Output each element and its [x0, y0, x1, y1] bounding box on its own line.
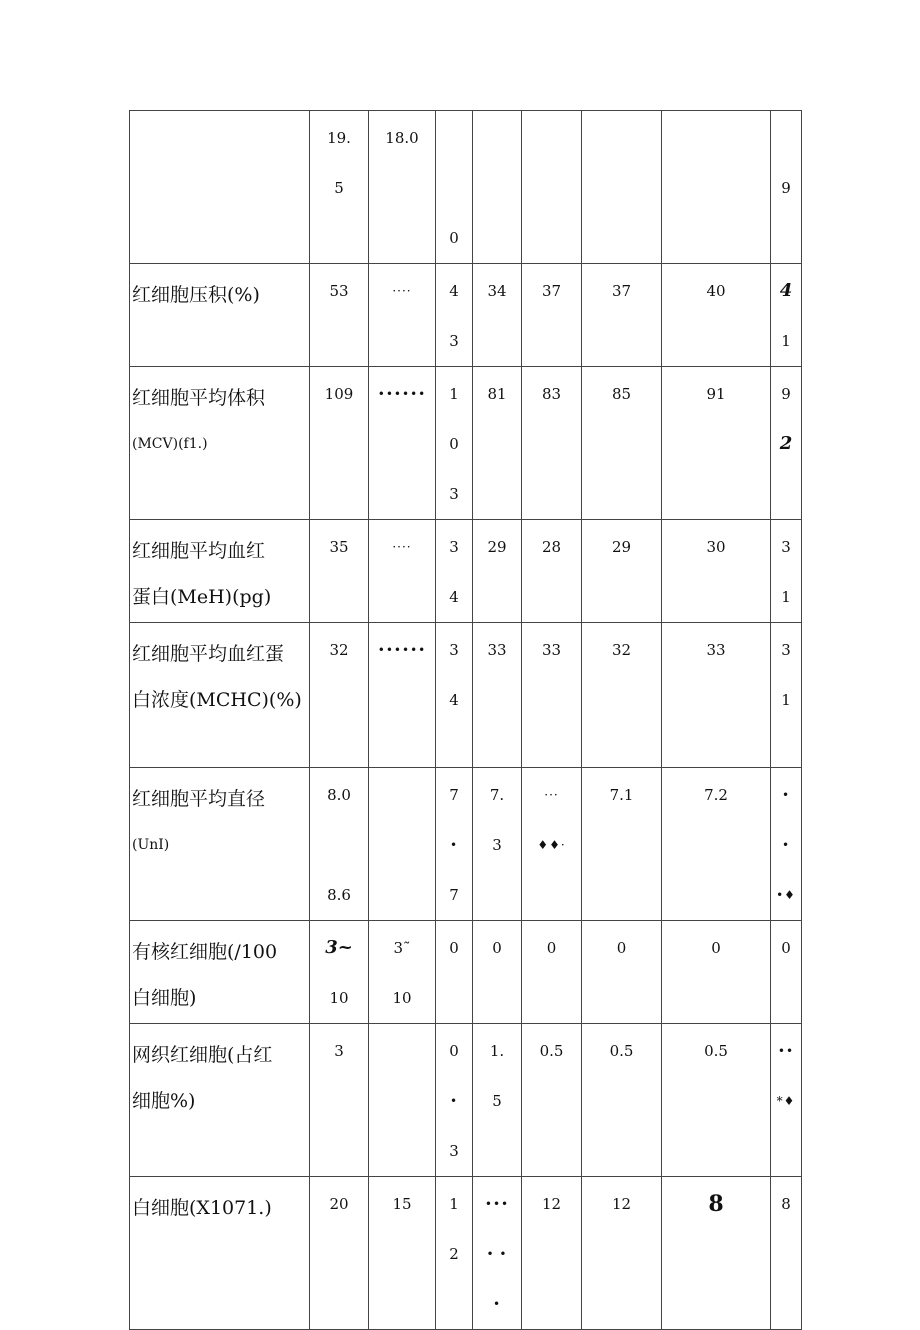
value-cell-v3	[436, 1177, 473, 1330]
value-cell-v1	[310, 1024, 369, 1177]
value-line: 3	[781, 538, 791, 556]
value-line: 34	[487, 282, 507, 300]
value-line: ••	[777, 1044, 795, 1058]
value-line	[473, 113, 521, 163]
value-line: 0	[449, 1042, 459, 1060]
value-line	[522, 113, 581, 163]
value-cell-v8	[771, 768, 802, 921]
value-cell-v5	[522, 768, 582, 921]
value-line: 3	[449, 485, 459, 503]
value-cell-v8	[771, 111, 802, 264]
value-cell-v2	[369, 111, 436, 264]
value-line	[662, 113, 770, 163]
value-line	[436, 113, 472, 163]
value-cell-v1	[310, 367, 369, 520]
value-cell-v8	[771, 264, 802, 367]
value-cell-v7	[662, 921, 771, 1024]
row-label-unit: (UnI)	[132, 837, 170, 853]
value-line	[436, 163, 472, 213]
value-line: 9	[781, 179, 791, 197]
value-cell-v6	[582, 520, 662, 623]
value-cell-v1	[310, 264, 369, 367]
value-cell-v4	[473, 623, 522, 768]
value-cell-v3	[436, 264, 473, 367]
value-line: 1	[449, 1195, 459, 1213]
value-line	[771, 113, 801, 163]
value-cell-v1	[310, 921, 369, 1024]
value-cell-v7	[662, 264, 771, 367]
value-cell-v1	[310, 623, 369, 768]
value-cell-v8	[771, 921, 802, 1024]
value-line: •	[449, 1094, 459, 1108]
value-cell-v3	[436, 367, 473, 520]
value-cell-v2	[369, 921, 436, 1024]
value-line: 0.5	[704, 1042, 728, 1060]
value-line: 5	[492, 1092, 502, 1110]
value-cell-v7	[662, 367, 771, 520]
value-cell-v3	[436, 768, 473, 921]
value-cell-v2	[369, 623, 436, 768]
row-label-cell	[130, 768, 310, 921]
value-line: 8	[708, 1191, 724, 1217]
value-line: 3	[492, 836, 502, 854]
value-line	[369, 770, 435, 820]
value-cell-v6	[582, 1177, 662, 1330]
value-cell-v8	[771, 367, 802, 520]
value-cell-v7	[662, 768, 771, 921]
row-label: 网织红细胞(占红	[132, 1044, 273, 1066]
value-cell-v1	[310, 520, 369, 623]
value-line: 0	[449, 229, 459, 247]
value-cell-v2	[369, 768, 436, 921]
value-cell-v6	[582, 1024, 662, 1177]
value-line: 0	[546, 939, 557, 957]
value-cell-v5	[522, 367, 582, 520]
value-cell-v5	[522, 264, 582, 367]
row-label-cell	[130, 520, 310, 623]
value-line: 28	[541, 538, 562, 556]
value-line: 7	[449, 786, 459, 804]
value-line: 8.6	[327, 886, 351, 904]
value-line: 20	[329, 1195, 349, 1213]
value-line: 3	[449, 332, 459, 350]
value-cell-v4	[473, 520, 522, 623]
value-line: 9	[781, 385, 791, 403]
value-cell-v2	[369, 520, 436, 623]
value-line: 0.5	[539, 1042, 564, 1060]
value-line: 0	[781, 939, 791, 957]
value-line: 3	[449, 538, 459, 556]
value-line: •♦	[776, 888, 796, 902]
value-line: 33	[541, 641, 562, 659]
value-line: *♦	[776, 1094, 796, 1108]
table-row	[130, 367, 802, 520]
value-line: 0	[449, 435, 459, 453]
blood-values-table	[129, 110, 802, 1330]
value-line: 10	[329, 989, 349, 1007]
value-line: 4	[449, 282, 459, 300]
row-label-cell	[130, 1177, 310, 1330]
table-row	[130, 921, 802, 1024]
value-line: ····	[392, 540, 412, 554]
row-label-cell	[130, 111, 310, 264]
value-line: 1.	[489, 1042, 505, 1060]
value-line: 4	[449, 588, 459, 606]
value-cell-v3	[436, 520, 473, 623]
value-line: ♦♦·	[537, 838, 566, 852]
value-line	[310, 820, 368, 870]
value-line: 33	[487, 641, 507, 659]
row-label-unit: 细胞%)	[132, 1090, 196, 1112]
value-line: 0	[711, 939, 721, 957]
value-line: 10	[392, 989, 412, 1007]
value-cell-v3	[436, 1024, 473, 1177]
value-cell-v2	[369, 1177, 436, 1330]
value-line: ···	[544, 788, 559, 802]
value-line: 12	[611, 1195, 632, 1213]
row-label: 红细胞平均血红蛋	[132, 643, 285, 665]
row-label: 红细胞平均体积	[132, 387, 266, 409]
value-line: 3~	[325, 937, 353, 958]
value-line: 30	[706, 538, 726, 556]
value-line: • •	[486, 1247, 508, 1261]
value-cell-v1	[310, 768, 369, 921]
value-line: 53	[329, 282, 349, 300]
value-line: 18.0	[385, 129, 419, 147]
value-cell-v4	[473, 367, 522, 520]
value-cell-v5	[522, 1177, 582, 1330]
value-cell-v1	[310, 111, 369, 264]
value-line: 2	[779, 433, 793, 454]
value-cell-v6	[582, 623, 662, 768]
value-cell-v4	[473, 1177, 522, 1330]
value-line: 32	[611, 641, 632, 659]
row-label-unit: (MCV)(f1.)	[132, 436, 208, 452]
row-label: 白细胞(X1071.)	[132, 1197, 272, 1219]
value-cell-v4	[473, 768, 522, 921]
row-label: 红细胞压积(%)	[132, 284, 260, 306]
value-line: 85	[611, 385, 632, 403]
value-line: •••	[484, 1197, 510, 1211]
value-line: 81	[487, 385, 507, 403]
row-label-unit: 白浓度(MCHC)(%)	[132, 689, 302, 711]
value-cell-v8	[771, 1177, 802, 1330]
table-row	[130, 1177, 802, 1330]
value-line: ····	[392, 284, 412, 298]
table-row	[130, 111, 802, 264]
value-cell-v2	[369, 264, 436, 367]
value-cell-v3	[436, 921, 473, 1024]
value-line: 7	[449, 886, 459, 904]
value-line: 15	[392, 1195, 412, 1213]
value-line: •	[781, 788, 791, 802]
value-line: 109	[324, 385, 354, 403]
value-line: 4	[779, 280, 793, 301]
value-line: 1	[449, 385, 459, 403]
value-cell-v5	[522, 520, 582, 623]
row-label: 有核红细胞(/100	[132, 941, 278, 963]
value-line: 0	[449, 939, 459, 957]
table-row	[130, 264, 802, 367]
value-line	[369, 1026, 435, 1076]
value-cell-v4	[473, 1024, 522, 1177]
value-line: 33	[706, 641, 726, 659]
value-line: 2	[449, 1245, 459, 1263]
row-label-unit: 白细胞)	[132, 987, 197, 1009]
value-cell-v7	[662, 1177, 771, 1330]
value-cell-v6	[582, 111, 662, 264]
value-cell-v4	[473, 921, 522, 1024]
value-line: 3	[781, 641, 791, 659]
value-line: 37	[541, 282, 562, 300]
value-line: 1	[781, 588, 791, 606]
table-row	[130, 623, 802, 768]
value-line: •	[781, 838, 791, 852]
value-cell-v3	[436, 111, 473, 264]
row-label-unit: 蛋白(MeH)(pg)	[132, 586, 272, 608]
value-cell-v4	[473, 264, 522, 367]
value-cell-v8	[771, 623, 802, 768]
value-line: 8.0	[327, 786, 351, 804]
value-cell-v1	[310, 1177, 369, 1330]
value-line: 5	[334, 179, 344, 197]
value-cell-v7	[662, 520, 771, 623]
value-line: 91	[706, 385, 726, 403]
value-cell-v5	[522, 1024, 582, 1177]
value-cell-v5	[522, 921, 582, 1024]
table-row	[130, 520, 802, 623]
value-cell-v7	[662, 1024, 771, 1177]
value-cell-v2	[369, 367, 436, 520]
value-cell-v5	[522, 623, 582, 768]
value-cell-v6	[582, 264, 662, 367]
value-line: 40	[706, 282, 726, 300]
value-line: 0	[616, 939, 627, 957]
value-line: 32	[329, 641, 349, 659]
row-label-cell	[130, 623, 310, 768]
value-line	[582, 113, 661, 163]
value-line: 3	[449, 641, 459, 659]
value-cell-v2	[369, 1024, 436, 1177]
value-line: •	[492, 1297, 502, 1311]
value-cell-v6	[582, 921, 662, 1024]
value-line: ••••••	[377, 643, 427, 657]
value-line: 7.2	[704, 786, 728, 804]
value-line: 8	[781, 1195, 791, 1213]
row-label: 红细胞平均直径	[132, 788, 266, 810]
value-line: 29	[487, 538, 507, 556]
value-line: 29	[611, 538, 632, 556]
value-line: 3	[334, 1042, 344, 1060]
table-row	[130, 1024, 802, 1177]
value-cell-v5	[522, 111, 582, 264]
value-cell-v4	[473, 111, 522, 264]
value-line: 7.	[489, 786, 505, 804]
table-row	[130, 768, 802, 921]
value-cell-v8	[771, 1024, 802, 1177]
value-line: ••••••	[377, 387, 427, 401]
row-label: 红细胞平均血红	[132, 540, 266, 562]
value-line: 0	[492, 939, 502, 957]
value-cell-v7	[662, 623, 771, 768]
value-cell-v3	[436, 623, 473, 768]
value-line: 12	[541, 1195, 562, 1213]
row-label-cell	[130, 921, 310, 1024]
value-line: 7.1	[609, 786, 634, 804]
value-line: 4	[449, 691, 459, 709]
value-line: 37	[611, 282, 632, 300]
value-line: 3˜	[393, 939, 411, 957]
value-line: 1	[781, 332, 791, 350]
value-line: 0.5	[609, 1042, 634, 1060]
value-cell-v6	[582, 768, 662, 921]
row-label-cell	[130, 264, 310, 367]
value-cell-v7	[662, 111, 771, 264]
value-line: 1	[781, 691, 791, 709]
value-line: •	[449, 838, 459, 852]
value-cell-v8	[771, 520, 802, 623]
value-line: 19.	[327, 129, 351, 147]
value-line: 3	[449, 1142, 459, 1160]
row-label-cell	[130, 1024, 310, 1177]
value-line: 35	[329, 538, 349, 556]
value-cell-v6	[582, 367, 662, 520]
value-line: 83	[541, 385, 562, 403]
row-label-cell	[130, 367, 310, 520]
